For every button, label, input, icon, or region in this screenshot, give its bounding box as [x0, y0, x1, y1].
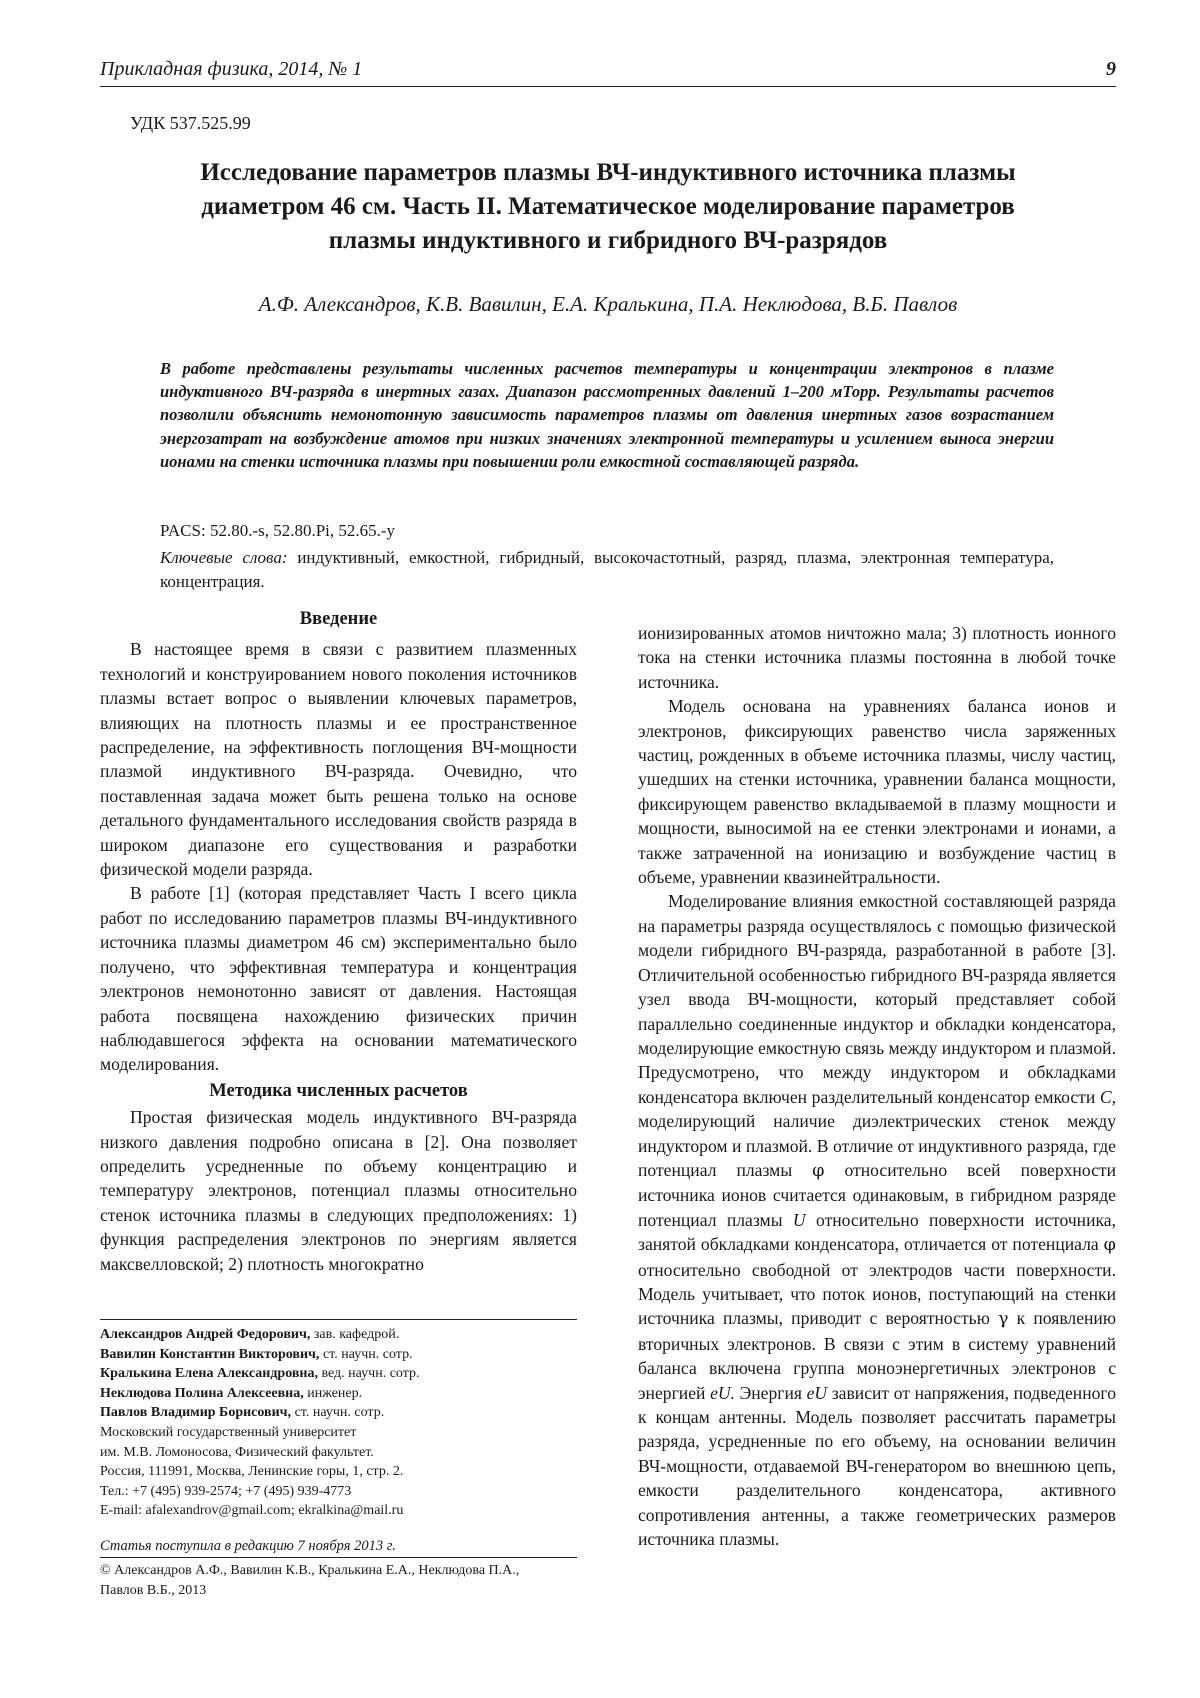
symbol-gamma: γ	[998, 1309, 1009, 1330]
text-run: относительно свободной от электродов части поверхности. Модель учитывает, что поток ионов, поступающий на стенки источника плазмы, приводит с вероятностью	[638, 1259, 1116, 1329]
udk-code: УДК 537.525.99	[130, 113, 251, 133]
copyright-line-2: Павлов В.Б., 2013	[100, 1582, 207, 1598]
right-column	[638, 621, 1116, 1551]
running-header	[100, 58, 1116, 87]
symbol-energy-eu: eU.	[710, 1382, 735, 1403]
left-column	[100, 607, 577, 1276]
right-paragraph-2	[638, 889, 1116, 1551]
title-line-2: диаметром 46 см. Часть II. Математическое моделирование параметров	[201, 193, 1015, 220]
organization-line-2: им. М.В. Ломоносова, Физический факультет.	[100, 1444, 374, 1460]
author-footnote	[100, 1325, 577, 1521]
right-paragraph-1: Модель основана на уравнениях баланса ионов и электронов, фиксирующих равенство числа заряженных частиц, рожденных в объеме источника плазмы, числу частиц, ушедших на стенки источника, уравнении баланса мощности, фиксирующем равенство вкладываемой в плазму мощности и мощности, выносимой на ее стенки электронами и ионами, а также затраченной на ионизацию и возбуждение частиц в объеме, уравнении квазинейтральности.	[638, 696, 1116, 888]
pacs-codes: PACS: 52.80.-s, 52.80.Pi, 52.65.-y	[160, 521, 396, 540]
symbol-potential-u: U	[792, 1209, 806, 1230]
text-run: относительно всей поверхности источника ионов считается одинаковым, в гибридном разряде потенциал плазмы	[638, 1159, 1116, 1230]
keywords	[160, 546, 1054, 594]
footnote-rule	[100, 1319, 577, 1320]
email-addresses: E-mail: afalexandrov@gmail.com; ekralkina@mail.ru	[100, 1503, 404, 1519]
author-1-role: зав. кафедрой.	[310, 1327, 400, 1342]
author-3-role: вед. научн. сотр.	[317, 1366, 420, 1382]
intro-paragraph-1: В настоящее время в связи с развитием плазменных технологий и конструированием нового поколения источников плазмы встает вопрос о выявлении ключевых параметров, влияющих на плотность плазмы и ее пространственное распределение, на эффективность поглощения ВЧ-мощности плазмой индуктивного ВЧ-разряда. Очевидно, что поставленная задача может быть решена только на основе детального фундаментального исследования свойств разряда в широком диапазоне его существования и разработки физической модели разряда.	[100, 639, 577, 880]
copyright-notice	[100, 1561, 577, 1600]
article-title	[100, 156, 1116, 258]
author-1-name: Александров Андрей Федорович,	[100, 1327, 311, 1342]
symbol-phi: φ	[1103, 1235, 1116, 1256]
symbol-capacitance: C,	[1099, 1086, 1116, 1107]
author-5-name: Павлов Владимир Борисович,	[100, 1405, 292, 1421]
text-run: относительно поверхности источника, занятой обкладками конденсатора, отличается от потенциала	[638, 1209, 1116, 1255]
text-run: Моделирование влияния емкостной составляющей разряда на параметры разряда осуществлялось с помощью физической модели гибридного ВЧ-разряда, разработанной в работе [3]. Отличительной особенностью гибридного ВЧ-разряда является узел ввода ВЧ-мощности, который представляет собой параллельно соединенные индуктор и обкладки конденсатора, моделирующие емкостную связь между индуктором и плазмой. Предусмотрено, что между индуктором и обкладками конденсатора включен разделительный конденсатор емкости	[638, 891, 1116, 1107]
text-run: Энергия	[734, 1382, 807, 1403]
symbol-energy-eu: eU	[806, 1382, 828, 1403]
method-paragraph-1: Простая физическая модель индуктивного ВЧ-разряда низкого давления подробно описана в [2]. Она позволяет определить усредненные по объему концентрацию и температуру электронов, потенциал плазмы относительно стенок источника плазмы в следующих предположениях: 1) функция распределения электронов по энергиям является максвелловской; 2) плотность многократно	[100, 1107, 577, 1274]
title-line-3: плазмы индуктивного и гибридного ВЧ-разрядов	[328, 227, 888, 254]
author-4-name: Неклюдова Полина Алексеевна,	[100, 1385, 304, 1401]
right-paragraph-0: ионизированных атомов ничтожно мала; 3) плотность ионного тока на стенки источника плазмы постоянна в любой точке источника.	[638, 623, 1116, 692]
section-heading-intro: Введение	[299, 609, 378, 629]
journal-name: Прикладная физика, 2014, № 1	[100, 58, 363, 80]
symbol-phi: φ	[812, 1160, 825, 1181]
text-run: к появлению вторичных электронов. В связи с этим в систему уравнений баланса включена группа моноэнергетичных электронов с энергией	[638, 1308, 1116, 1403]
author-5-role: ст. научн. сотр.	[291, 1405, 385, 1421]
received-date: Статья поступила в редакцию 7 ноября 2013 г.	[100, 1538, 577, 1558]
organization-line-1: Московский государственный университет	[100, 1424, 357, 1440]
author-2-name: Вавилин Константин Викторович,	[100, 1346, 320, 1362]
section-heading-method: Методика численных расчетов	[209, 1080, 468, 1101]
text-run: моделирующий наличие диэлектрических стенок между индуктором и плазмой. В отличие от индуктивного разряда, где потенциал плазмы	[638, 1111, 1116, 1180]
postal-address: Россия, 111991, Москва, Ленинские горы, 1, стр. 2.	[100, 1464, 404, 1480]
author-2-role: ст. научн. сотр.	[319, 1346, 413, 1362]
author-list: А.Ф. Александров, К.В. Вавилин, Е.А. Кралькина, П.А. Неклюдова, В.Б. Павлов	[258, 292, 958, 316]
title-line-1: Исследование параметров плазмы ВЧ-индуктивного источника плазмы	[200, 159, 1016, 186]
text-run: зависит от напряжения, подведенного к концам антенны. Модель позволяет рассчитать параметры разряда, усредненные по его объему, на основании величин ВЧ-мощности, отдаваемой ВЧ-генератором во внешнюю цепь, емкости разделительного конденсатора, активного сопротивления антенны, а также геометрических размеров источника плазмы.	[638, 1382, 1116, 1550]
intro-paragraph-2: В работе [1] (которая представляет Часть I всего цикла работ по исследованию параметров плазмы ВЧ-индуктивного источника плазмы диаметром 46 см) экспериментально было получено, что эффективная температура и концентрация электронов немонотонно зависят от давления. Настоящая работа посвящена нахождению физических причин наблюдавшегося эффекта на основании математического моделирования.	[100, 883, 577, 1075]
keywords-label: Ключевые слова:	[160, 548, 288, 567]
author-4-role: инженер.	[303, 1385, 363, 1401]
abstract: В работе представлены результаты численных расчетов температуры и концентрации электронов в плазме индуктивного ВЧ-разряда в инертных газах. Диапазон рассмотренных давлений 1–200 мТорр. Результаты расчетов позволили объяснить немонотонную зависимость параметров плазмы от давления инертных газов возрастанием энергозатрат на возбуждение атомов при низких значениях электронной температуры и усилением выноса энергии ионами на стенки источника плазмы при повышении роли емкостной составляющей разряда.	[160, 359, 1054, 471]
keywords-text: индуктивный, емкостной, гибридный, высокочастотный, разряд, плазма, электронная температура, концентрация.	[160, 548, 1055, 591]
phone-numbers: Тел.: +7 (495) 939-2574; +7 (495) 939-4773	[100, 1483, 352, 1499]
author-3-name: Кралькина Елена Александровна,	[100, 1366, 318, 1382]
page-number: 9	[1106, 58, 1116, 80]
copyright-line-1: © Александров А.Ф., Вавилин К.В., Кралькина Е.А., Неклюдова П.А.,	[100, 1563, 520, 1578]
